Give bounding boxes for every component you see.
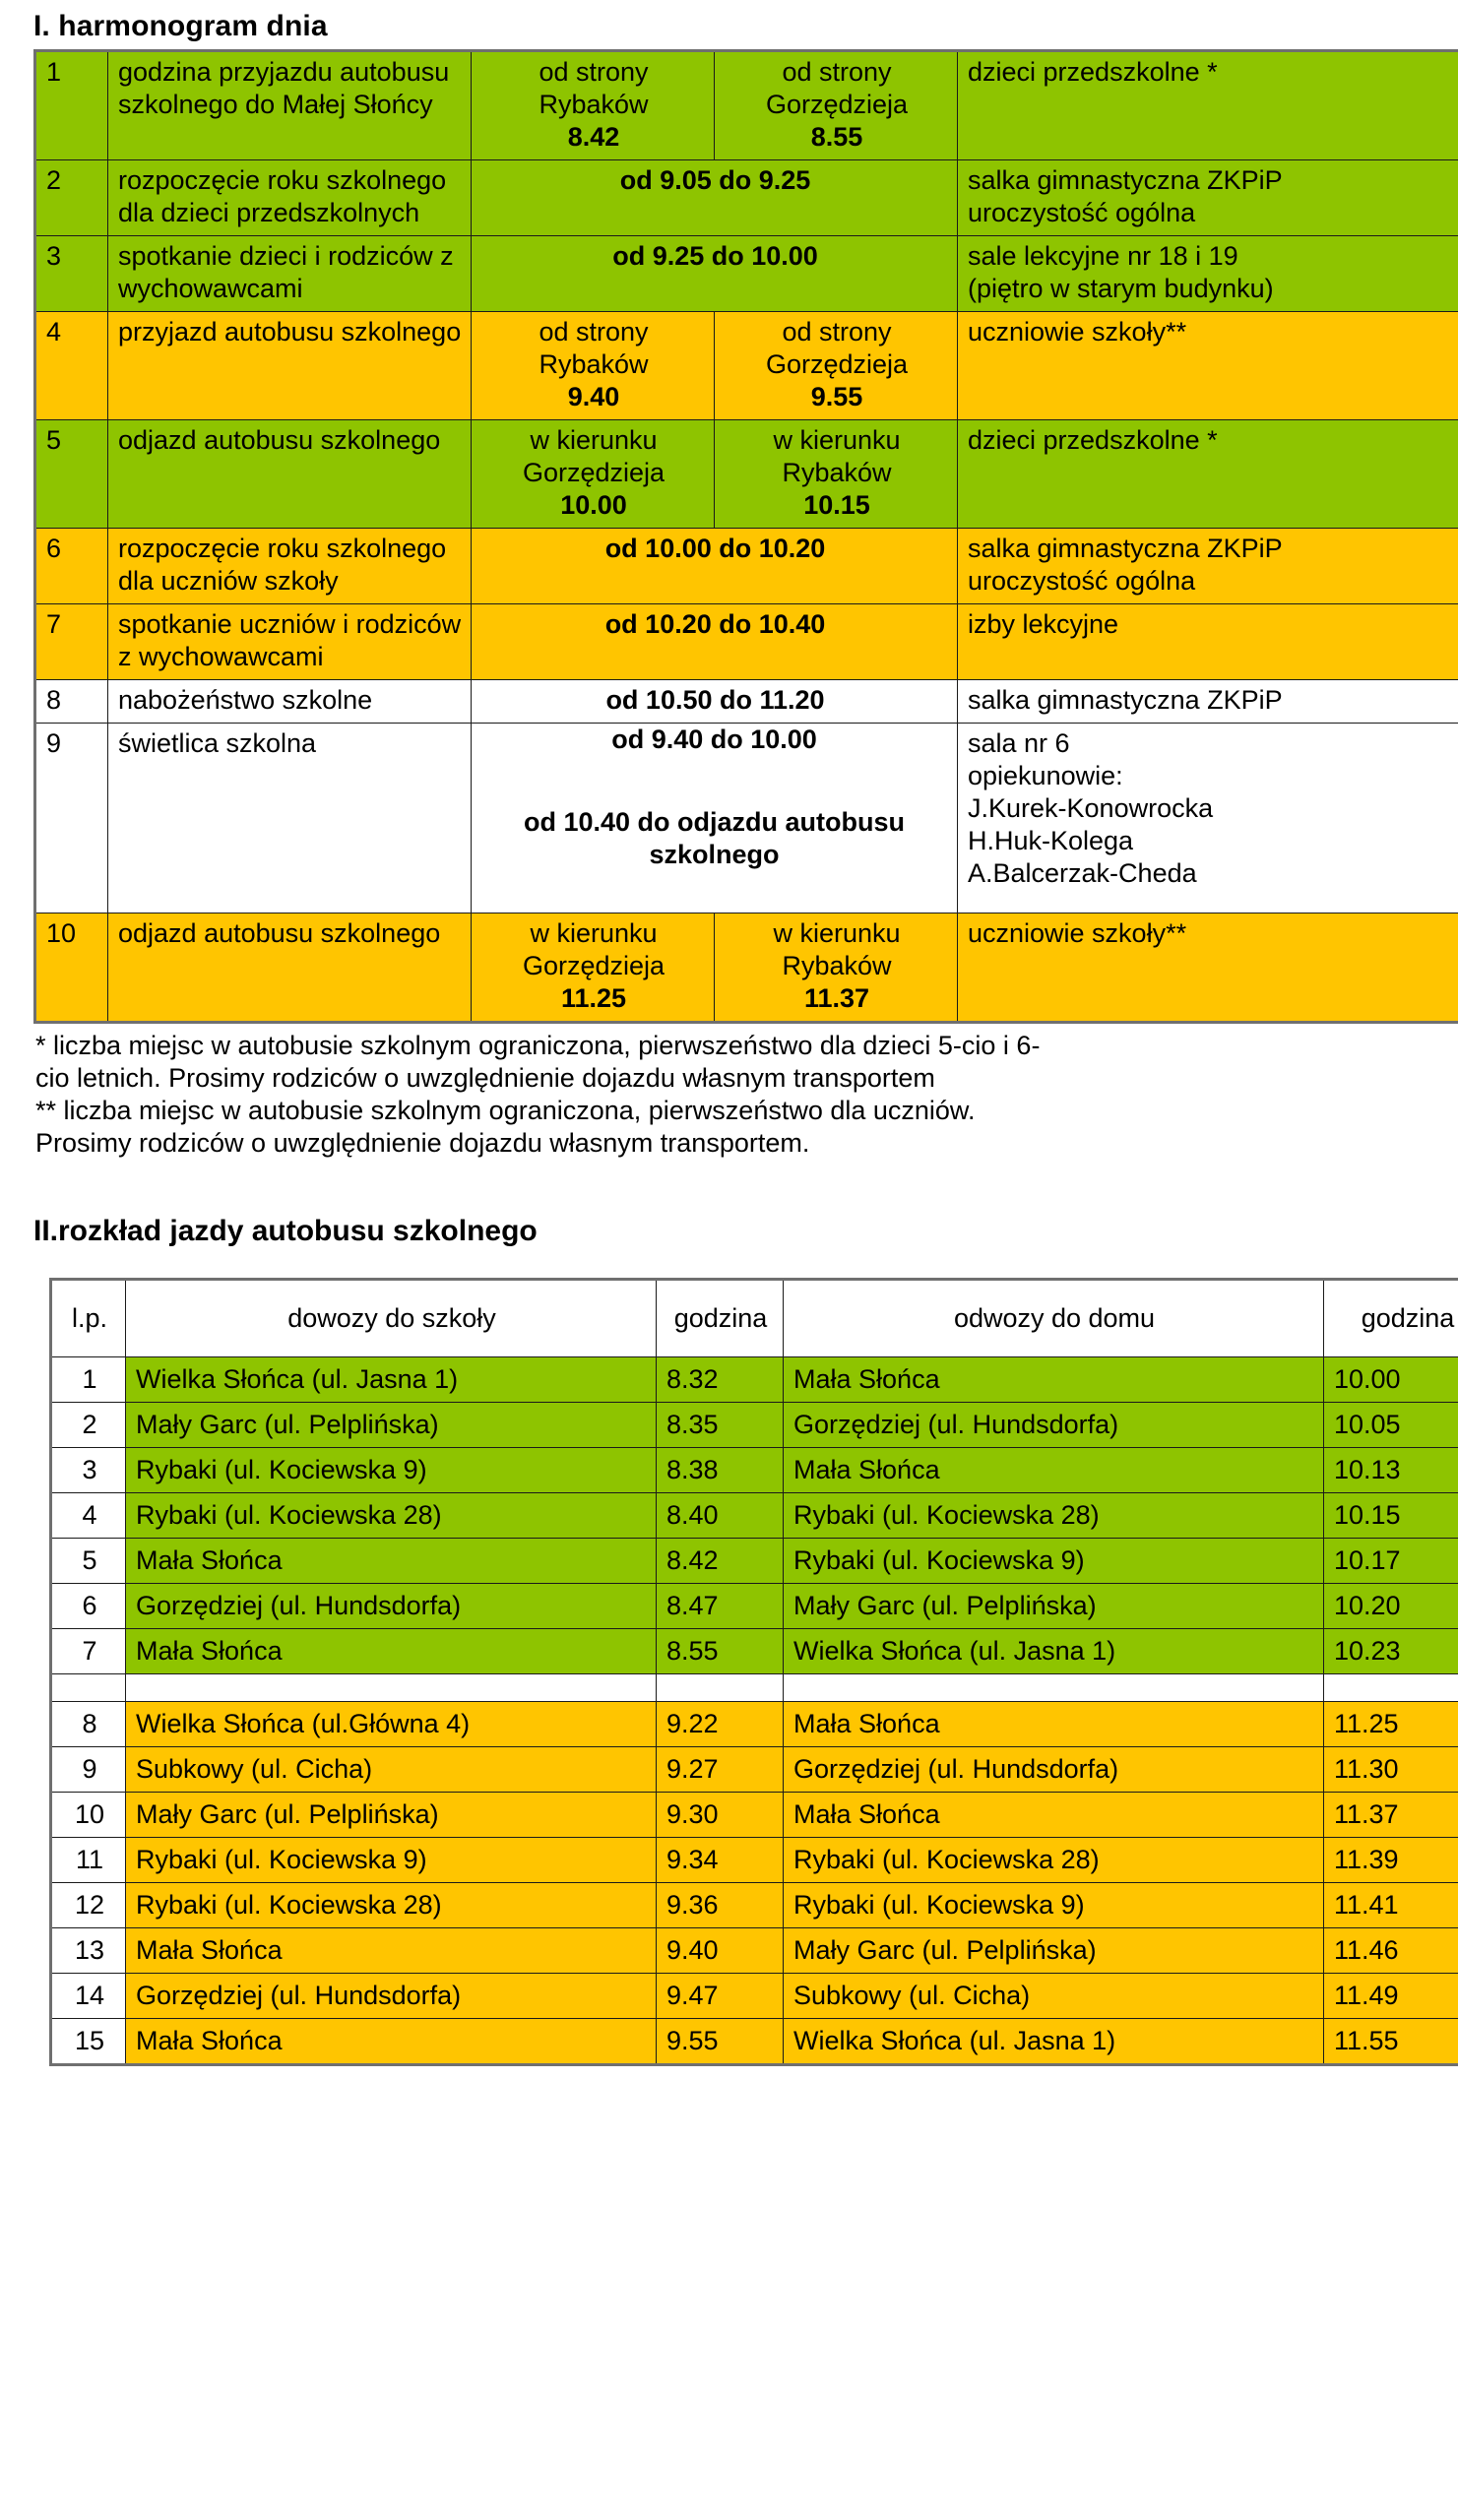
dropoff-stop: Gorzędziej (ul. Hundsdorfa) [784, 1747, 1324, 1793]
table-row [35, 420, 1458, 529]
dropoff-time: 11.46 [1324, 1928, 1458, 1974]
dropoff-time: 10.13 [1324, 1448, 1458, 1493]
table-row [51, 2019, 1458, 2065]
footnote-double-star-line-1: ** liczba miejsc w autobusie szkolnym ograniczona, pierwszeństwo dla uczniów. [35, 1096, 976, 1125]
table-row [51, 1403, 1458, 1448]
place-line-2: uroczystość ogólna [968, 566, 1196, 596]
row-number: 9 [51, 1747, 126, 1793]
direction-time: 10.15 [803, 490, 870, 520]
table-row [35, 51, 1458, 160]
row-direction-1 [472, 420, 715, 529]
row-number: 11 [51, 1838, 126, 1883]
direction-place: Gorzędzieja [765, 349, 909, 379]
column-header-godzina-1: godzina [657, 1280, 784, 1357]
row-number: 9 [35, 724, 108, 914]
direction-time: 10.00 [560, 490, 627, 520]
direction-time: 9.55 [810, 382, 863, 411]
table-row [35, 724, 1458, 914]
row-timespan: od 10.20 do 10.40 [472, 604, 958, 680]
place-line-1: uczniowie szkoły** [968, 918, 1187, 948]
place-line-1: dzieci przedszkolne * [968, 425, 1218, 455]
pickup-time: 9.47 [657, 1974, 784, 2019]
column-header-lp: l.p. [51, 1280, 126, 1357]
dropoff-stop: Mały Garc (ul. Pelplińska) [784, 1928, 1324, 1974]
table-row [51, 1448, 1458, 1493]
pickup-time: 8.32 [657, 1357, 784, 1403]
row-direction-1 [472, 51, 715, 160]
row-number: 10 [35, 914, 108, 1023]
dropoff-time: 11.55 [1324, 2019, 1458, 2065]
table-row [35, 604, 1458, 680]
place-line-5: A.Balcerzak-Cheda [968, 858, 1197, 888]
place-line-1: dzieci przedszkolne * [968, 57, 1218, 87]
direction-time: 8.55 [810, 122, 863, 152]
pickup-stop: Mały Garc (ul. Pelplińska) [126, 1793, 657, 1838]
dropoff-stop: Mały Garc (ul. Pelplińska) [784, 1584, 1324, 1629]
place-line-1: sala nr 6 [968, 728, 1070, 758]
table-row [35, 680, 1458, 724]
direction-time: 9.40 [567, 382, 620, 411]
direction-time: 8.42 [567, 122, 620, 152]
place-line-1: salka gimnastyczna ZKPiP [968, 685, 1283, 715]
table-row [35, 914, 1458, 1023]
row-place [958, 604, 1458, 680]
pickup-stop: Rybaki (ul. Kociewska 28) [126, 1493, 657, 1539]
pickup-time: 9.55 [657, 2019, 784, 2065]
row-direction-1 [472, 914, 715, 1023]
dropoff-time: 11.39 [1324, 1838, 1458, 1883]
pickup-time: 9.34 [657, 1838, 784, 1883]
pickup-stop: Rybaki (ul. Kociewska 9) [126, 1838, 657, 1883]
row-place [958, 51, 1458, 160]
column-header-dowozy: dowozy do szkoły [126, 1280, 657, 1357]
footnotes-block [35, 1030, 1425, 1160]
direction-place: Rybaków [539, 349, 649, 379]
row-number: 10 [51, 1793, 126, 1838]
harmonogram-table [33, 49, 1458, 1024]
row-number: 6 [35, 529, 108, 604]
dropoff-stop: Rybaki (ul. Kociewska 28) [784, 1838, 1324, 1883]
pickup-stop: Wielka Słońca (ul. Jasna 1) [126, 1357, 657, 1403]
direction-label: od strony [782, 57, 892, 87]
row-number: 7 [51, 1629, 126, 1674]
row-place [958, 680, 1458, 724]
row-timespan: od 9.25 do 10.00 [472, 236, 958, 312]
place-line-2: (piętro w starym budynku) [968, 274, 1274, 303]
row-task: odjazd autobusu szkolnego [108, 914, 472, 1023]
row-timespan-split [472, 724, 958, 914]
row-task: rozpoczęcie roku szkolnego dla dzieci przedszkolnych [108, 160, 472, 236]
pickup-time: 8.55 [657, 1629, 784, 1674]
direction-label: w kierunku [773, 425, 901, 455]
dropoff-time: 11.25 [1324, 1702, 1458, 1747]
row-number: 5 [35, 420, 108, 529]
row-number: 8 [35, 680, 108, 724]
dropoff-stop: Gorzędziej (ul. Hundsdorfa) [784, 1403, 1324, 1448]
place-line-1: salka gimnastyczna ZKPiP [968, 534, 1283, 563]
row-place [958, 529, 1458, 604]
pickup-time: 8.40 [657, 1493, 784, 1539]
table-row [51, 1357, 1458, 1403]
direction-place: Rybaków [782, 458, 892, 487]
row-timespan: od 10.50 do 11.20 [472, 680, 958, 724]
separator-cell [51, 1674, 126, 1702]
row-number: 12 [51, 1883, 126, 1928]
row-task: odjazd autobusu szkolnego [108, 420, 472, 529]
table-row [51, 1974, 1458, 2019]
row-number: 15 [51, 2019, 126, 2065]
row-number: 2 [35, 160, 108, 236]
row-task: spotkanie dzieci i rodziców z wychowawcami [108, 236, 472, 312]
dropoff-time: 11.30 [1324, 1747, 1458, 1793]
row-timespan: od 9.05 do 9.25 [472, 160, 958, 236]
table-separator-row [51, 1674, 1458, 1702]
row-task: rozpoczęcie roku szkolnego dla uczniów szkoły [108, 529, 472, 604]
separator-cell [784, 1674, 1324, 1702]
pickup-stop: Rybaki (ul. Kociewska 28) [126, 1883, 657, 1928]
row-place [958, 312, 1458, 420]
row-place [958, 160, 1458, 236]
pickup-time: 9.36 [657, 1883, 784, 1928]
pickup-stop: Mały Garc (ul. Pelplińska) [126, 1403, 657, 1448]
row-task: świetlica szkolna [108, 724, 472, 914]
direction-time: 11.37 [803, 983, 870, 1013]
table-row [51, 1747, 1458, 1793]
dropoff-stop: Rybaki (ul. Kociewska 28) [784, 1493, 1324, 1539]
pickup-stop: Mała Słońca [126, 1928, 657, 1974]
direction-label: od strony [539, 317, 649, 346]
direction-place: Rybaków [539, 90, 649, 119]
row-number: 1 [51, 1357, 126, 1403]
dropoff-time: 10.05 [1324, 1403, 1458, 1448]
place-line-1: salka gimnastyczna ZKPiP [968, 165, 1283, 195]
pickup-stop: Gorzędziej (ul. Hundsdorfa) [126, 1584, 657, 1629]
dropoff-stop: Mała Słońca [784, 1702, 1324, 1747]
place-line-4: H.Huk-Kolega [968, 826, 1134, 855]
footnote-double-star-line-2: Prosimy rodziców o uwzględnienie dojazdu własnym transportem. [35, 1128, 810, 1158]
dropoff-stop: Wielka Słońca (ul. Jasna 1) [784, 1629, 1324, 1674]
row-direction-2 [715, 914, 958, 1023]
row-task: godzina przyjazdu autobusu szkolnego do Małej Słońcy [108, 51, 472, 160]
pickup-stop: Rybaki (ul. Kociewska 9) [126, 1448, 657, 1493]
direction-label: w kierunku [530, 425, 658, 455]
row-number: 7 [35, 604, 108, 680]
pickup-stop: Wielka Słońca (ul.Główna 4) [126, 1702, 657, 1747]
section-heading-rozklad: II.rozkład jazdy autobusu szkolnego [33, 1215, 538, 1247]
dropoff-stop: Mała Słońca [784, 1357, 1324, 1403]
dropoff-stop: Wielka Słońca (ul. Jasna 1) [784, 2019, 1324, 2065]
pickup-time: 8.42 [657, 1539, 784, 1584]
row-number: 14 [51, 1974, 126, 2019]
row-direction-1 [472, 312, 715, 420]
row-timespan-bottom: od 10.40 do odjazdu autobusu szkolnego [523, 807, 906, 869]
table-row [51, 1539, 1458, 1584]
place-line-3: J.Kurek-Konowrocka [968, 793, 1214, 823]
column-header-godzina-2: godzina [1324, 1280, 1458, 1357]
pickup-time: 9.30 [657, 1793, 784, 1838]
row-place [958, 420, 1458, 529]
footnote-single-star-line-2: cio letnich. Prosimy rodziców o uwzględnienie dojazdu własnym transportem [35, 1063, 935, 1093]
place-line-1: izby lekcyjne [968, 609, 1119, 639]
table-row [35, 529, 1458, 604]
dropoff-time: 10.23 [1324, 1629, 1458, 1674]
table-row [51, 1702, 1458, 1747]
direction-label: od strony [539, 57, 649, 87]
table-header-row [51, 1280, 1458, 1357]
row-direction-2 [715, 51, 958, 160]
place-line-1: uczniowie szkoły** [968, 317, 1187, 346]
separator-cell [657, 1674, 784, 1702]
direction-time: 11.25 [560, 983, 627, 1013]
row-place [958, 724, 1458, 914]
direction-label: od strony [782, 317, 892, 346]
dropoff-time: 10.00 [1324, 1357, 1458, 1403]
dropoff-stop: Mała Słońca [784, 1793, 1324, 1838]
row-number: 3 [51, 1448, 126, 1493]
table-row [51, 1584, 1458, 1629]
direction-place: Gorzędzieja [522, 951, 666, 980]
dropoff-stop: Mała Słońca [784, 1448, 1324, 1493]
place-line-2: uroczystość ogólna [968, 198, 1196, 227]
dropoff-stop: Subkowy (ul. Cicha) [784, 1974, 1324, 2019]
dropoff-time: 10.20 [1324, 1584, 1458, 1629]
direction-label: w kierunku [773, 918, 901, 948]
dropoff-time: 10.15 [1324, 1493, 1458, 1539]
table-row [51, 1928, 1458, 1974]
row-timespan-top: od 9.40 do 10.00 [611, 724, 817, 754]
pickup-time: 9.22 [657, 1702, 784, 1747]
table-row [35, 312, 1458, 420]
row-number: 6 [51, 1584, 126, 1629]
table-row [35, 236, 1458, 312]
direction-place: Gorzędzieja [522, 458, 666, 487]
row-number: 4 [35, 312, 108, 420]
row-number: 8 [51, 1702, 126, 1747]
dropoff-stop: Rybaki (ul. Kociewska 9) [784, 1883, 1324, 1928]
row-place [958, 914, 1458, 1023]
table-row [51, 1838, 1458, 1883]
row-number: 13 [51, 1928, 126, 1974]
row-task: nabożeństwo szkolne [108, 680, 472, 724]
dropoff-time: 11.49 [1324, 1974, 1458, 2019]
row-number: 5 [51, 1539, 126, 1584]
pickup-time: 9.27 [657, 1747, 784, 1793]
row-number: 2 [51, 1403, 126, 1448]
pickup-time: 8.47 [657, 1584, 784, 1629]
pickup-time: 8.35 [657, 1403, 784, 1448]
dropoff-time: 10.17 [1324, 1539, 1458, 1584]
pickup-stop: Mała Słońca [126, 1539, 657, 1584]
dropoff-time: 11.41 [1324, 1883, 1458, 1928]
row-task: przyjazd autobusu szkolnego [108, 312, 472, 420]
row-direction-2 [715, 312, 958, 420]
pickup-stop: Gorzędziej (ul. Hundsdorfa) [126, 1974, 657, 2019]
table-row [51, 1793, 1458, 1838]
row-number: 1 [35, 51, 108, 160]
separator-cell [126, 1674, 657, 1702]
section-heading-harmonogram: I. harmonogram dnia [33, 10, 328, 42]
pickup-time: 9.40 [657, 1928, 784, 1974]
row-task: spotkanie uczniów i rodziców z wychowawcami [108, 604, 472, 680]
row-direction-2 [715, 420, 958, 529]
pickup-stop: Mała Słońca [126, 2019, 657, 2065]
row-timespan: od 10.00 do 10.20 [472, 529, 958, 604]
table-row [51, 1883, 1458, 1928]
separator-cell [1324, 1674, 1458, 1702]
direction-place: Gorzędzieja [765, 90, 909, 119]
rozklad-jazdy-table [49, 1278, 1458, 2066]
row-place [958, 236, 1458, 312]
direction-label: w kierunku [530, 918, 658, 948]
pickup-stop: Subkowy (ul. Cicha) [126, 1747, 657, 1793]
section-spacer [28, 1160, 1430, 1215]
place-line-2: opiekunowie: [968, 761, 1123, 790]
pickup-time: 8.38 [657, 1448, 784, 1493]
table-row [35, 160, 1458, 236]
column-header-odwozy: odwozy do domu [784, 1280, 1324, 1357]
row-number: 4 [51, 1493, 126, 1539]
place-line-1: sale lekcyjne nr 18 i 19 [968, 241, 1238, 271]
dropoff-stop: Rybaki (ul. Kociewska 9) [784, 1539, 1324, 1584]
pickup-stop: Mała Słońca [126, 1629, 657, 1674]
footnote-single-star-line-1: * liczba miejsc w autobusie szkolnym ograniczona, pierwszeństwo dla dzieci 5-cio i 6- [35, 1031, 1041, 1060]
dropoff-time: 11.37 [1324, 1793, 1458, 1838]
table-row [51, 1493, 1458, 1539]
table-row [51, 1629, 1458, 1674]
row-number: 3 [35, 236, 108, 312]
direction-place: Rybaków [782, 951, 892, 980]
